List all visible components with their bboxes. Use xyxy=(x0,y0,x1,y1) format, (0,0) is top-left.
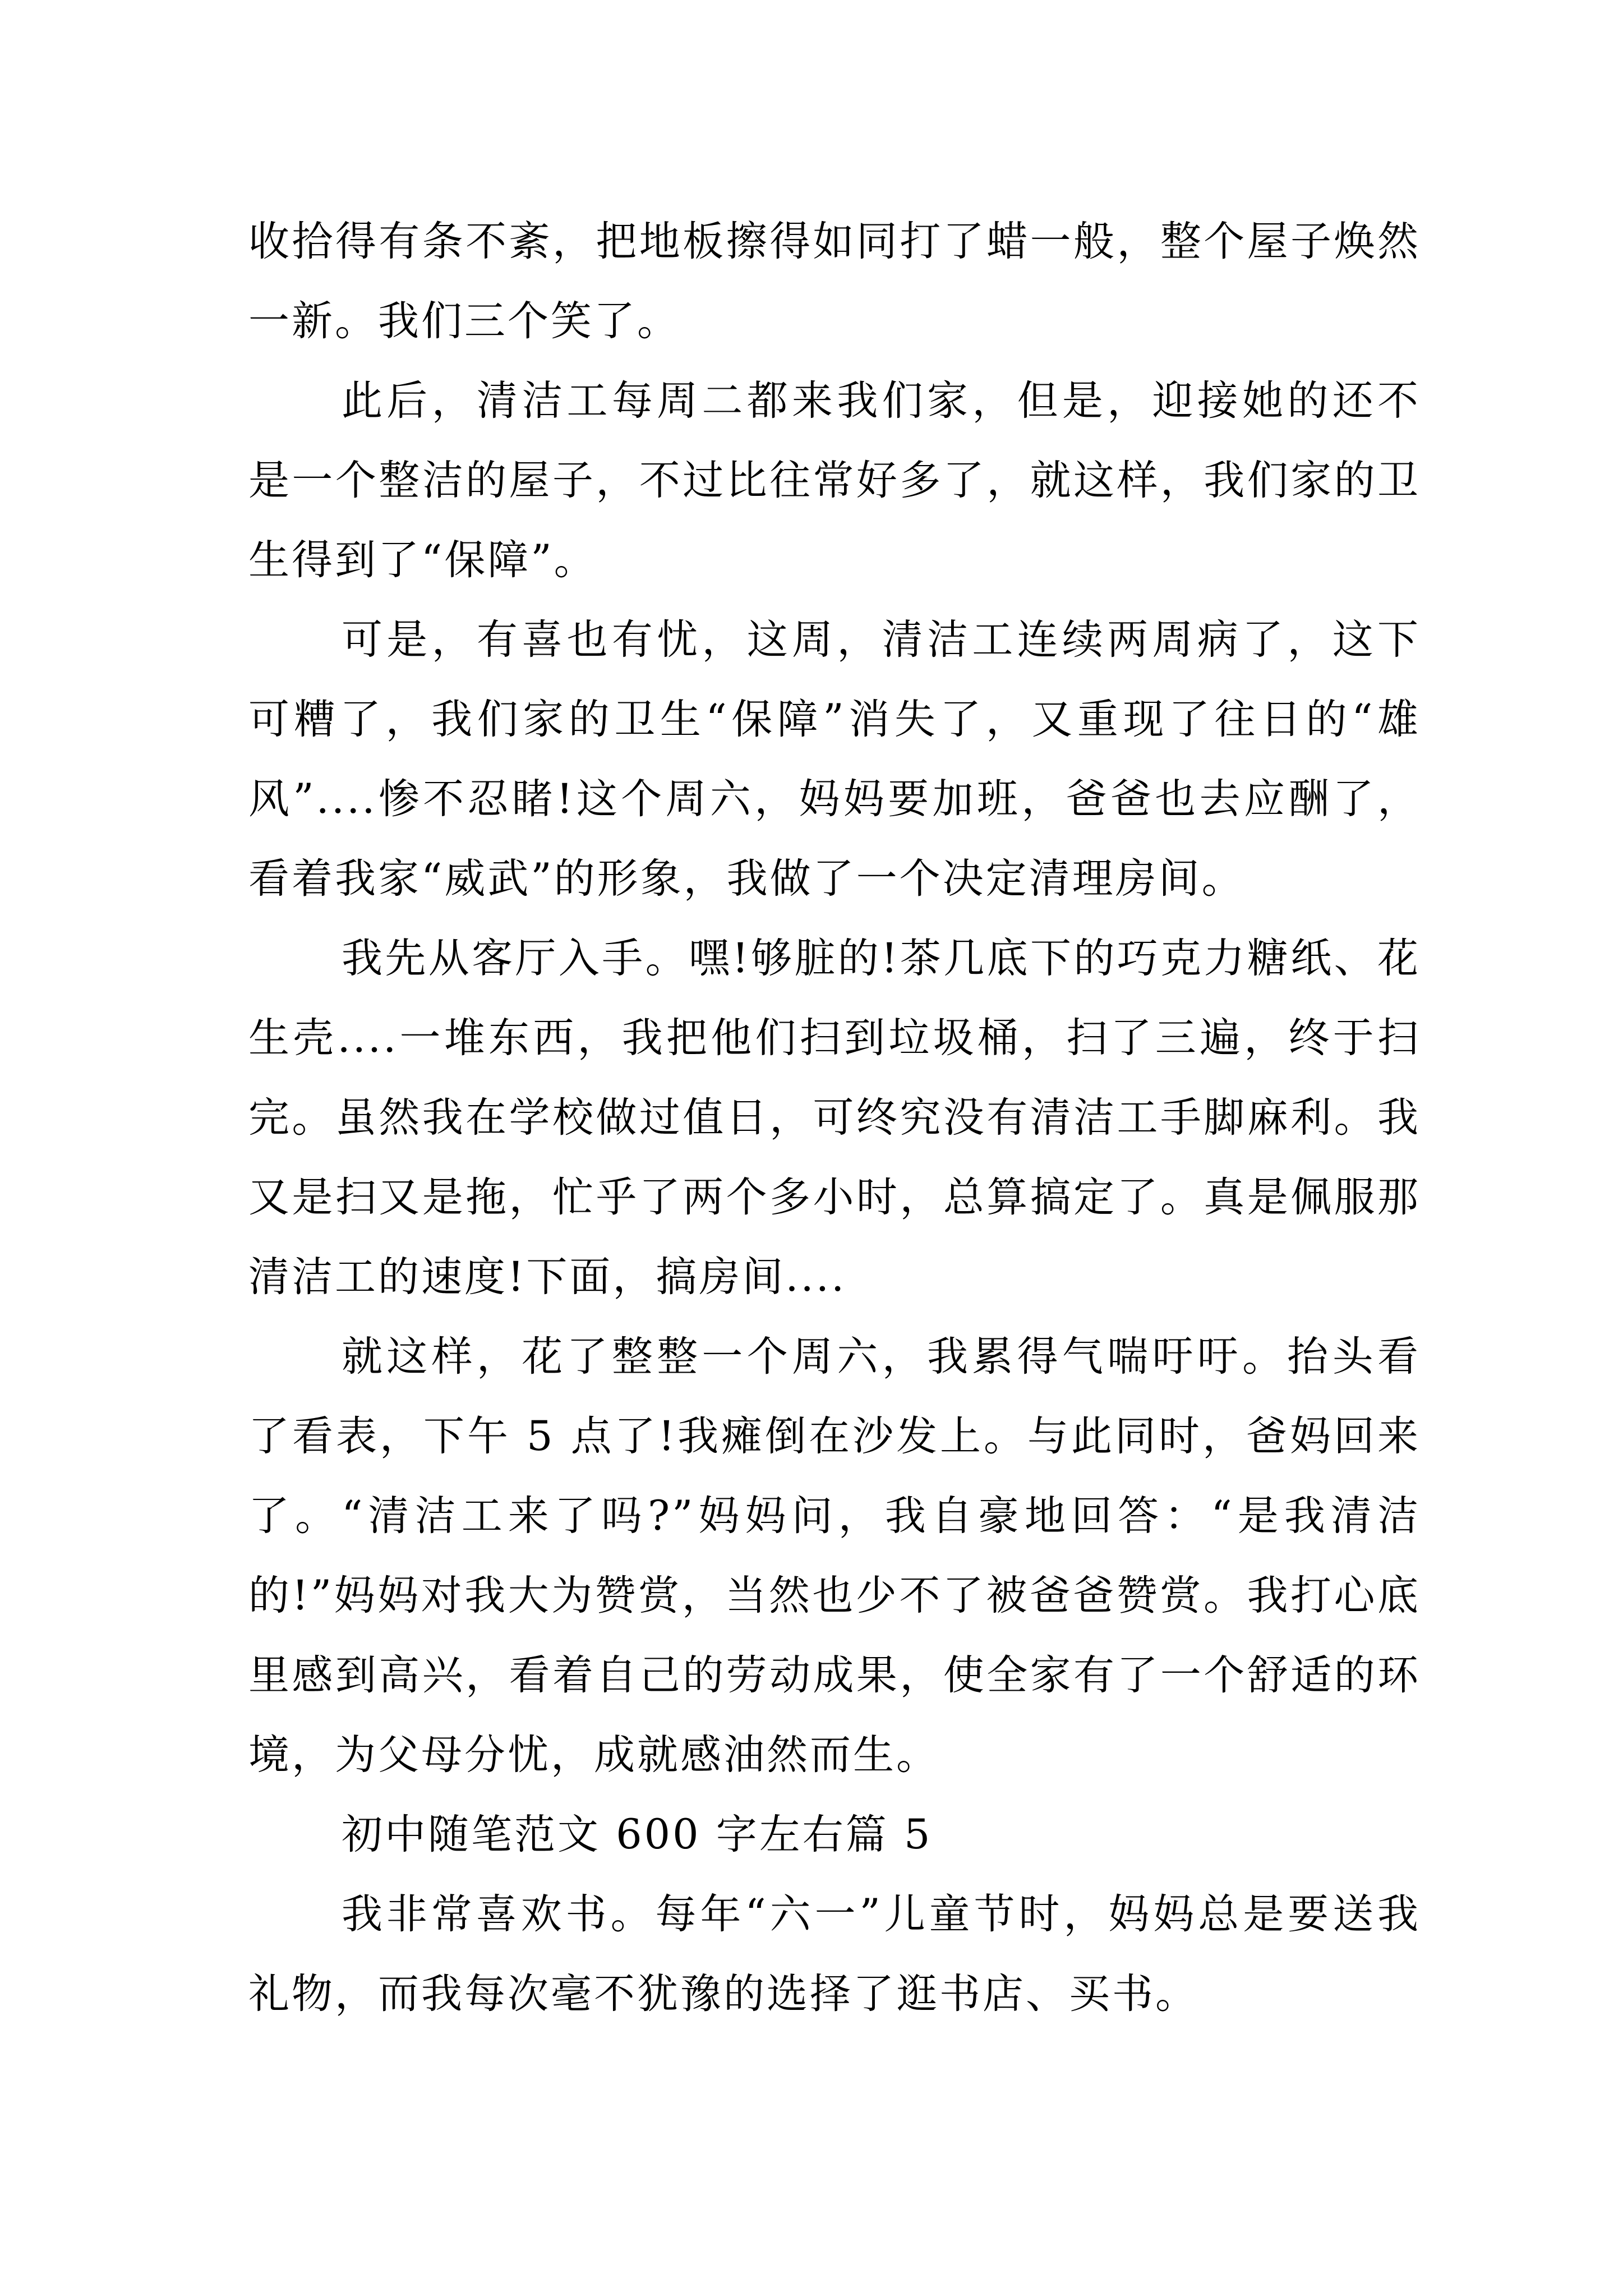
paragraph-6: 我非常喜欢书。每年“六一”儿童节时，妈妈总是要送我礼物，而我每次毫不犹豫的选择了逛书店、买书。 xyxy=(248,1890,1421,2018)
paragraph-4: 我先从客厅入手。嘿!够脏的!茶几底下的巧克力糖纸、花生壳....一堆东西，我把他们扫到垃圾桶，扫了三遍，终于扫完。虽然我在学校做过值日，可终究没有清洁工手脚麻利。我又是扫又是拖，忙乎了两个多小时，总算搞定了。真是佩服那清洁工的速度!下面，搞房间.... xyxy=(248,935,1421,1301)
paragraph-5: 就这样，花了整整一个周六，我累得气喘吁吁。抬头看了看表，下午 5 点了!我瘫倒在沙发上。与此同时，爸妈回来了。“清洁工来了吗?”妈妈问，我自豪地回答：“是我清洁的!”妈妈对我大为赞赏，当然也少不了被爸爸赞赏。我打心底里感到高兴，看着自己的劳动成果，使全家有了一个舒适的环境，为父母分忧，成就感油然而生。 xyxy=(248,1333,1421,1779)
section-heading: 初中随笔范文 600 字左右篇 5 xyxy=(342,1811,933,1858)
paragraph-2: 此后，清洁工每周二都来我们家，但是，迎接她的还不是一个整洁的屋子，不过比往常好多了，就这样，我们家的卫生得到了“保障”。 xyxy=(248,377,1421,584)
paragraph-3: 可是，有喜也有忧，这周，清洁工连续两周病了，这下可糟了，我们家的卫生“保障”消失了，又重现了往日的“雄风”....惨不忍睹!这个周六，妈妈要加班，爸爸也去应酬了，看着我家“威武”的形象，我做了一个决定清理房间。 xyxy=(248,616,1421,903)
paragraph-1: 收拾得有条不紊，把地板擦得如同打了蜡一般，整个屋子焕然一新。我们三个笑了。 xyxy=(248,218,1421,345)
document-body xyxy=(248,202,1421,2034)
